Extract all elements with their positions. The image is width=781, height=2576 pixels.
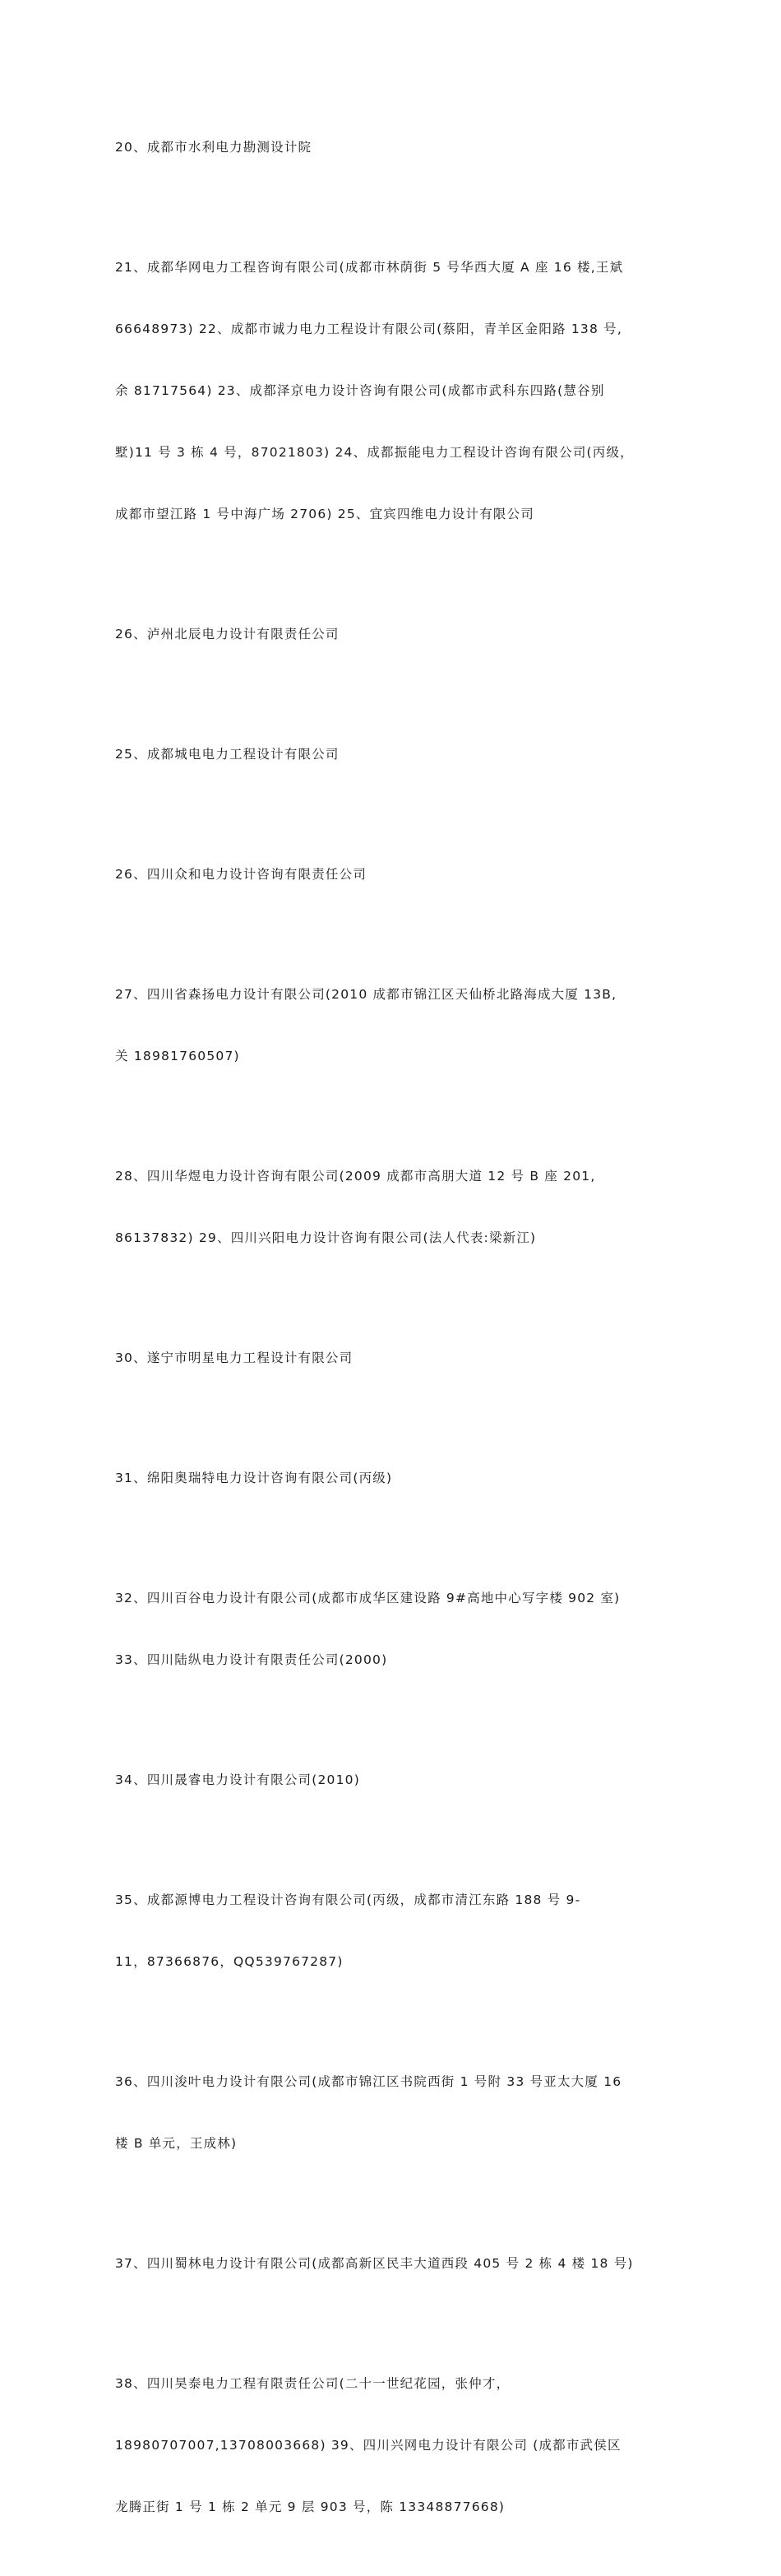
text-line: 28、四川华煜电力设计咨询有限公司(2009 成都市高朋大道 12 号 B 座 201, — [115, 1169, 596, 1184]
text-line: 26、泸州北辰电力设计有限责任公司 — [115, 627, 340, 642]
paragraph-28-29 — [115, 1125, 666, 1290]
text-line: 楼 B 单元，王成林) — [115, 2136, 238, 2151]
paragraph-26a — [115, 583, 666, 686]
paragraph-26b — [115, 823, 666, 926]
text-line: 余 81717564) 23、成都泽京电力设计咨询有限公司(成都市武科东四路(慧谷别 — [115, 383, 605, 398]
text-line: 成都市望江路 1 号中海广场 2706) 25、宜宾四维电力设计有限公司 — [115, 507, 534, 521]
paragraph-25b — [115, 703, 666, 806]
paragraph-35 — [115, 1849, 666, 2013]
text-line: 18980707007,13708003668) 39、四川兴网电力设计有限公司 (成都市武侯区 — [115, 2438, 622, 2453]
text-line: 37、四川蜀林电力设计有限公司(成都高新区民丰大道西段 405 号 2 栋 4 楼 18 号) — [115, 2256, 634, 2271]
text-line: 龙腾正街 1 号 1 栋 2 单元 9 层 903 号，陈 13348877668) — [115, 2500, 506, 2514]
text-line: 66648973) 22、成都市诚力电力工程设计有限公司(蔡阳，青羊区金阳路 138 号, — [115, 322, 623, 336]
text-line: 25、成都城电电力工程设计有限公司 — [115, 747, 340, 762]
paragraph-20 — [115, 96, 666, 199]
text-line: 36、四川浚叶电力设计有限公司(成都市锦江区书院西街 1 号附 33 号亚太大厦 16 — [115, 2074, 622, 2089]
paragraph-30 — [115, 1307, 666, 1410]
paragraph-21-25 — [115, 216, 666, 566]
text-line: 26、四川众和电力设计咨询有限责任公司 — [115, 867, 367, 882]
paragraph-31 — [115, 1427, 666, 1530]
text-line: 38、四川昊泰电力工程有限责任公司(二十一世纪花园，张仲才， — [115, 2376, 511, 2391]
text-line: 34、四川晟睿电力设计有限公司(2010) — [115, 1772, 360, 1787]
paragraph-34 — [115, 1729, 666, 1832]
text-line: 86137832) 29、四川兴阳电力设计咨询有限公司(法人代表:梁新江) — [115, 1230, 537, 1245]
text-line: 11，87366876，QQ539767287) — [115, 1954, 344, 1969]
paragraph-32-33 — [115, 1547, 666, 1712]
text-line: 21、成都华网电力工程咨询有限公司(成都市林荫街 5 号华西大厦 A 座 16 楼,王斌 — [115, 260, 624, 275]
text-line: 关 18981760507) — [115, 1049, 240, 1063]
text-line: 35、成都源博电力工程设计咨询有限公司(丙级，成都市清江东路 188 号 9- — [115, 1893, 581, 1907]
text-line: 27、四川省森扬电力设计有限公司(2010 成都市锦江区天仙桥北路海成大厦 13B, — [115, 987, 617, 1002]
text-line: 20、成都市水利电力勘测设计院 — [115, 140, 312, 155]
paragraph-38-39 — [115, 2333, 666, 2559]
text-line: 30、遂宁市明星电力工程设计有限公司 — [115, 1351, 354, 1365]
text-line: 33、四川陆纵电力设计有限责任公司(2000) — [115, 1652, 388, 1667]
paragraph-37 — [115, 2212, 666, 2315]
text-line: 31、绵阳奥瑞特电力设计咨询有限公司(丙级) — [115, 1471, 393, 1485]
text-line: 32、四川百谷电力设计有限公司(成都市成华区建设路 9#高地中心写字楼 902 室) — [115, 1591, 621, 1605]
paragraph-36 — [115, 2031, 666, 2195]
text-line: 墅)11 号 3 栋 4 号，87021803) 24、成都振能电力工程设计咨询有限公司(丙级， — [115, 445, 634, 460]
document-page — [115, 96, 666, 2576]
paragraph-27 — [115, 943, 666, 1108]
